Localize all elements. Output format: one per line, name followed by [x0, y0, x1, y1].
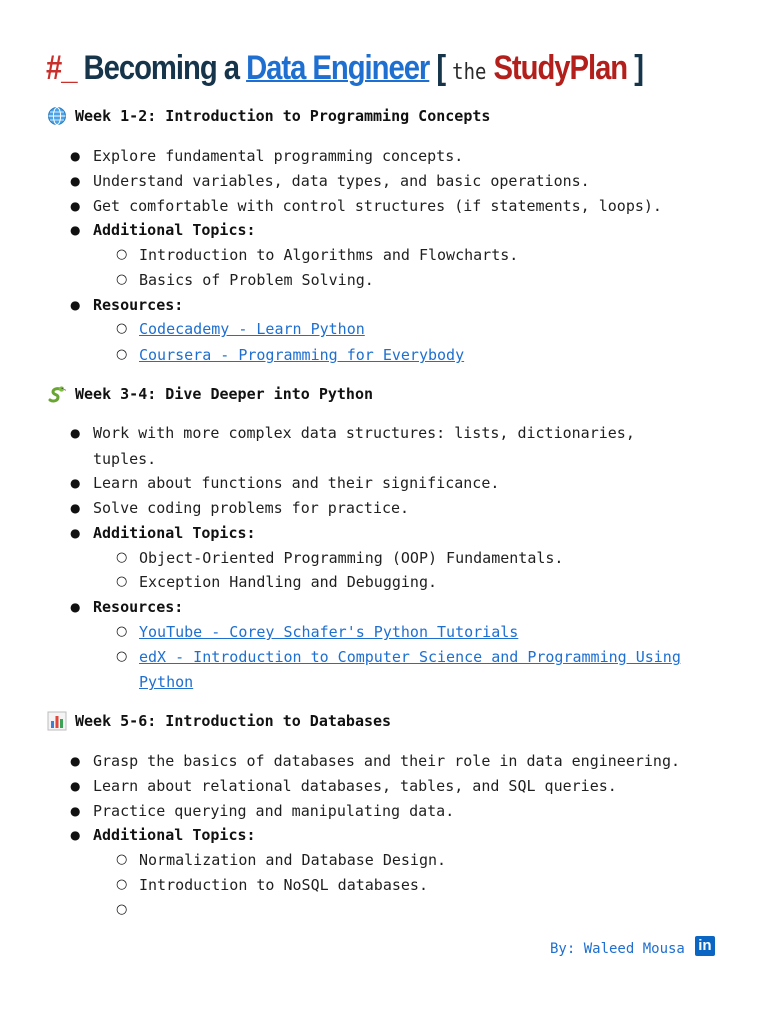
bullet-circle-icon: ○: [116, 321, 128, 336]
bullet-dot-icon: ●: [70, 174, 81, 188]
bullet-circle-icon: ○: [116, 624, 128, 639]
bullet-circle-icon: ○: [116, 649, 128, 664]
bar-chart-icon: [47, 711, 67, 731]
section-heading-week-3-4: [47, 383, 373, 405]
section-heading-text: Week 5-6: Introduction to Databases: [75, 712, 392, 730]
resource-link-edx[interactable]: edX - Introduction to Computer Science and Programming Using: [139, 648, 681, 666]
resource-link-coursera[interactable]: Coursera - Programming for Everybody: [139, 346, 465, 364]
list-item: Introduction to Algorithms and Flowcharts.: [139, 246, 519, 264]
list-item: Learn about relational databases, tables, and SQL queries.: [93, 777, 617, 795]
title-open-bracket: [: [436, 49, 446, 87]
section-heading-text: Week 1-2: Introduction to Programming Concepts: [75, 107, 491, 125]
bullet-dot-icon: ●: [70, 298, 81, 312]
title-prefix: #_: [46, 49, 77, 87]
resources-label: Resources:: [93, 598, 184, 616]
list-item-continuation: tuples.: [93, 450, 157, 468]
additional-topics-label: Additional Topics:: [93, 221, 256, 239]
bullet-dot-icon: ●: [70, 600, 81, 614]
resources-label: Resources:: [93, 296, 184, 314]
title-word: Becoming a: [83, 49, 239, 87]
bullet-dot-icon: ●: [70, 149, 81, 163]
bullet-dot-icon: ●: [70, 779, 81, 793]
bullet-circle-icon: ○: [116, 272, 128, 287]
globe-icon: [47, 106, 67, 126]
list-item: Grasp the basics of databases and their role in data engineering.: [93, 752, 680, 770]
list-item: Understand variables, data types, and basic operations.: [93, 172, 590, 190]
title-close-bracket: ]: [634, 49, 643, 87]
title-link-data-engineer[interactable]: Data Engineer: [246, 49, 430, 87]
title-the: the: [452, 60, 487, 85]
author-footer: [550, 938, 715, 960]
bullet-dot-icon: ●: [70, 526, 81, 540]
bullet-dot-icon: ●: [70, 501, 81, 515]
section-heading-week-1-2: [47, 105, 490, 127]
title-studyplan: StudyPlan: [493, 49, 628, 87]
list-item: Exception Handling and Debugging.: [139, 573, 438, 591]
resource-link-youtube[interactable]: YouTube - Corey Schafer's Python Tutorials: [139, 623, 519, 641]
list-item: Introduction to NoSQL databases.: [139, 876, 428, 894]
bullet-dot-icon: ●: [70, 199, 81, 213]
bullet-circle-icon: ○: [116, 574, 128, 589]
list-item: Solve coding problems for practice.: [93, 499, 410, 517]
list-item: Normalization and Database Design.: [139, 851, 447, 869]
list-item: Basics of Problem Solving.: [139, 271, 374, 289]
snake-icon: [47, 384, 67, 404]
section-heading-text: Week 3-4: Dive Deeper into Python: [75, 385, 374, 403]
bullet-circle-icon: ○: [116, 247, 128, 262]
bullet-dot-icon: ●: [70, 828, 81, 842]
list-item: Work with more complex data structures: lists, dictionaries,: [93, 424, 635, 442]
bullet-dot-icon: ●: [70, 476, 81, 490]
list-item: Get comfortable with control structures (if statements, loops).: [93, 197, 662, 215]
list-item: Object-Oriented Programming (OOP) Fundamentals.: [139, 549, 564, 567]
bullet-dot-icon: ●: [70, 223, 81, 237]
bullet-dot-icon: ●: [70, 804, 81, 818]
bullet-dot-icon: ●: [70, 754, 81, 768]
bullet-circle-icon: ○: [116, 347, 128, 362]
list-item: Explore fundamental programming concepts.: [93, 147, 464, 165]
list-item: Learn about functions and their significance.: [93, 474, 500, 492]
bullet-circle-icon: ○: [116, 550, 128, 565]
list-item: Practice querying and manipulating data.: [93, 802, 455, 820]
linkedin-icon[interactable]: in: [695, 936, 715, 956]
bullet-circle-icon: ○: [116, 902, 128, 917]
additional-topics-label: Additional Topics:: [93, 826, 256, 844]
resource-link-codecademy[interactable]: Codecademy - Learn Python: [139, 320, 365, 338]
author-credit: By: Waleed Mousa: [550, 941, 685, 957]
page-title: [46, 44, 648, 92]
bullet-dot-icon: ●: [70, 426, 81, 440]
additional-topics-label: Additional Topics:: [93, 524, 256, 542]
resource-link-edx-continuation[interactable]: Python: [139, 673, 194, 691]
bullet-circle-icon: ○: [116, 877, 128, 892]
section-heading-week-5-6: [47, 710, 391, 732]
bullet-circle-icon: ○: [116, 852, 128, 867]
